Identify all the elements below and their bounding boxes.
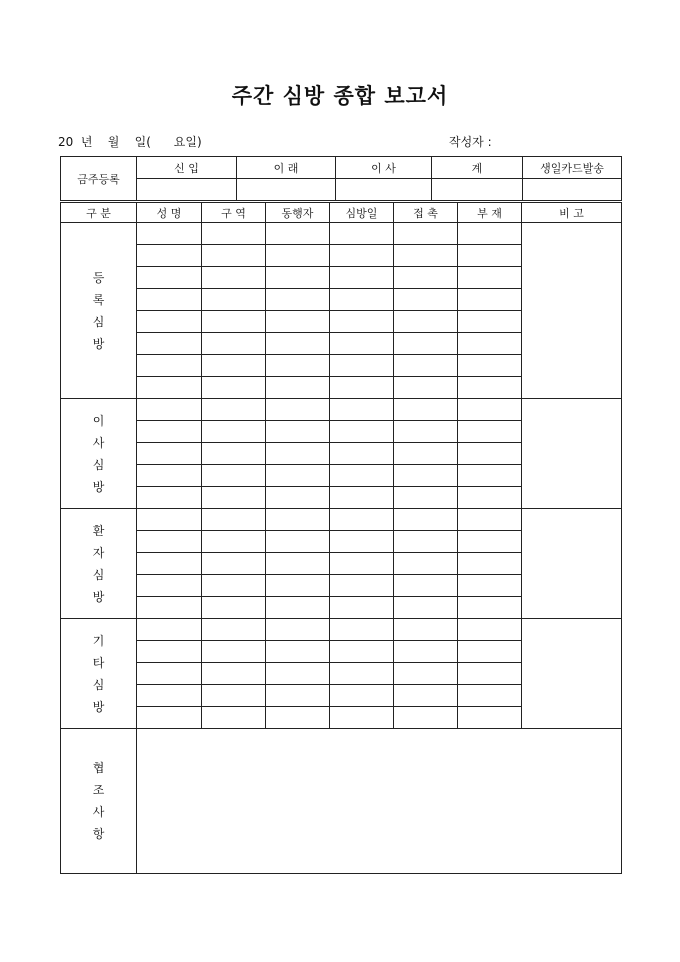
section-label-char: 사 [92, 435, 105, 450]
cell-name[interactable] [137, 487, 202, 509]
cell-visit-date[interactable] [330, 509, 394, 531]
cell-name[interactable] [137, 597, 202, 619]
summary-row-label: 금주등록 [61, 157, 137, 201]
cell-name[interactable] [137, 641, 202, 663]
cell-contact[interactable] [394, 685, 458, 707]
notes-label-char: 조 [92, 783, 105, 797]
cell-contact[interactable] [394, 641, 458, 663]
header-companion: 동행자 [266, 203, 330, 223]
author-label: 작성자 : [449, 135, 492, 149]
cell-visit-date[interactable] [330, 685, 394, 707]
cell-absent[interactable] [458, 399, 522, 421]
cell-district[interactable] [202, 663, 266, 685]
cell-visit-date[interactable] [330, 575, 394, 597]
cell-contact[interactable] [394, 465, 458, 487]
cell-visit-date[interactable] [330, 465, 394, 487]
cell-district[interactable] [202, 575, 266, 597]
section-label-char: 방 [92, 589, 105, 604]
cell-visit-date[interactable] [330, 267, 394, 289]
cell-district[interactable] [202, 267, 266, 289]
summary-cell-moved[interactable] [336, 179, 432, 201]
cell-visit-date[interactable] [330, 333, 394, 355]
cell-companion[interactable] [266, 421, 330, 443]
section-label-char: 심 [92, 314, 105, 329]
cell-name[interactable] [137, 399, 202, 421]
cell-remarks[interactable] [522, 399, 622, 509]
section-label-char: 등 [92, 270, 105, 285]
notes-label-char: 항 [92, 827, 105, 841]
summary-table [60, 156, 622, 201]
cell-name[interactable] [137, 619, 202, 641]
cell-visit-date[interactable] [330, 553, 394, 575]
cell-visit-date[interactable] [330, 663, 394, 685]
cell-companion[interactable] [266, 685, 330, 707]
section-label-char: 방 [92, 699, 105, 714]
cell-district[interactable] [202, 223, 266, 245]
summary-header-total: 계 [432, 157, 523, 179]
cell-companion[interactable] [266, 311, 330, 333]
cell-absent[interactable] [458, 465, 522, 487]
cell-companion[interactable] [266, 619, 330, 641]
summary-header-visitor: 이 래 [237, 157, 336, 179]
cell-name[interactable] [137, 421, 202, 443]
cell-companion[interactable] [266, 663, 330, 685]
cell-companion[interactable] [266, 553, 330, 575]
cell-name[interactable] [137, 245, 202, 267]
cell-companion[interactable] [266, 377, 330, 399]
cell-contact[interactable] [394, 311, 458, 333]
cell-district[interactable] [202, 399, 266, 421]
cell-contact[interactable] [394, 245, 458, 267]
cell-contact[interactable] [394, 443, 458, 465]
cell-visit-date[interactable] [330, 443, 394, 465]
cell-name[interactable] [137, 531, 202, 553]
cell-absent[interactable] [458, 597, 522, 619]
section-label-char: 환 [92, 523, 105, 538]
table-row [61, 509, 622, 531]
cell-visit-date[interactable] [330, 223, 394, 245]
cell-name[interactable] [137, 223, 202, 245]
cell-companion[interactable] [266, 707, 330, 729]
summary-header-new: 신 입 [137, 157, 237, 179]
cell-district[interactable] [202, 333, 266, 355]
notes-row [61, 729, 622, 874]
cell-companion[interactable] [266, 487, 330, 509]
cell-name[interactable] [137, 355, 202, 377]
summary-header-moved: 이 사 [336, 157, 432, 179]
cell-district[interactable] [202, 685, 266, 707]
cell-companion[interactable] [266, 443, 330, 465]
notes-label-char: 사 [92, 805, 105, 819]
cell-district[interactable] [202, 355, 266, 377]
cell-absent[interactable] [458, 245, 522, 267]
cell-contact[interactable] [394, 509, 458, 531]
cell-visit-date[interactable] [330, 421, 394, 443]
header-contact: 접 촉 [394, 203, 458, 223]
cell-contact[interactable] [394, 619, 458, 641]
cell-companion[interactable] [266, 289, 330, 311]
cell-district[interactable] [202, 245, 266, 267]
cell-contact[interactable] [394, 553, 458, 575]
cell-name[interactable] [137, 663, 202, 685]
cell-companion[interactable] [266, 355, 330, 377]
cell-contact[interactable] [394, 377, 458, 399]
cell-absent[interactable] [458, 685, 522, 707]
cell-visit-date[interactable] [330, 531, 394, 553]
cell-district[interactable] [202, 311, 266, 333]
cell-contact[interactable] [394, 575, 458, 597]
cell-absent[interactable] [458, 267, 522, 289]
cell-absent[interactable] [458, 421, 522, 443]
cell-contact[interactable] [394, 597, 458, 619]
cell-companion[interactable] [266, 509, 330, 531]
cell-district[interactable] [202, 707, 266, 729]
section-label-char: 타 [92, 655, 105, 670]
cell-absent[interactable] [458, 575, 522, 597]
section-label-char: 심 [92, 457, 105, 472]
cell-visit-date[interactable] [330, 487, 394, 509]
cell-contact[interactable] [394, 707, 458, 729]
cell-visit-date[interactable] [330, 619, 394, 641]
cell-visit-date[interactable] [330, 245, 394, 267]
header-visit-date: 심방일 [330, 203, 394, 223]
cell-name[interactable] [137, 311, 202, 333]
cell-contact[interactable] [394, 333, 458, 355]
cell-visit-date[interactable] [330, 311, 394, 333]
cell-name[interactable] [137, 267, 202, 289]
cell-district[interactable] [202, 289, 266, 311]
cell-district[interactable] [202, 465, 266, 487]
summary-cell-total[interactable] [432, 179, 523, 201]
cell-visit-date[interactable] [330, 377, 394, 399]
cell-visit-date[interactable] [330, 641, 394, 663]
section-label-char: 방 [92, 336, 105, 351]
cell-contact[interactable] [394, 421, 458, 443]
cell-district[interactable] [202, 531, 266, 553]
section-label-char: 방 [92, 479, 105, 494]
cell-companion[interactable] [266, 465, 330, 487]
cell-district[interactable] [202, 641, 266, 663]
summary-cell-birthday-card[interactable] [523, 179, 622, 201]
cell-district[interactable] [202, 487, 266, 509]
cell-district[interactable] [202, 597, 266, 619]
section-label [61, 619, 137, 729]
table-row [61, 223, 622, 245]
cell-name[interactable] [137, 289, 202, 311]
cell-contact[interactable] [394, 289, 458, 311]
table-row [61, 619, 622, 641]
cell-visit-date[interactable] [330, 289, 394, 311]
section-label-char: 록 [92, 292, 105, 307]
cell-companion[interactable] [266, 267, 330, 289]
notes-area[interactable] [137, 729, 622, 874]
cell-companion[interactable] [266, 641, 330, 663]
cell-name[interactable] [137, 443, 202, 465]
header-absent: 부 재 [458, 203, 522, 223]
notes-label [61, 729, 137, 874]
table-row [61, 399, 622, 421]
cell-name[interactable] [137, 707, 202, 729]
cell-district[interactable] [202, 443, 266, 465]
cell-contact[interactable] [394, 355, 458, 377]
section-label-char: 심 [92, 567, 105, 582]
notes-label-char: 협 [92, 761, 105, 775]
summary-header-birthday-card: 생일카드발송 [523, 157, 622, 179]
cell-absent[interactable] [458, 707, 522, 729]
summary-cell-new[interactable] [137, 179, 237, 201]
section-label-char: 이 [92, 413, 105, 428]
cell-district[interactable] [202, 553, 266, 575]
summary-cell-visitor[interactable] [237, 179, 336, 201]
cell-absent[interactable] [458, 223, 522, 245]
cell-absent[interactable] [458, 333, 522, 355]
cell-name[interactable] [137, 685, 202, 707]
cell-visit-date[interactable] [330, 707, 394, 729]
cell-absent[interactable] [458, 619, 522, 641]
cell-contact[interactable] [394, 399, 458, 421]
cell-district[interactable] [202, 619, 266, 641]
cell-remarks[interactable] [522, 509, 622, 619]
cell-name[interactable] [137, 509, 202, 531]
section-label [61, 223, 137, 399]
cell-absent[interactable] [458, 553, 522, 575]
cell-district[interactable] [202, 421, 266, 443]
cell-visit-date[interactable] [330, 597, 394, 619]
section-label-char: 기 [92, 633, 105, 648]
cell-companion[interactable] [266, 597, 330, 619]
header-name: 성 명 [137, 203, 202, 223]
cell-contact[interactable] [394, 487, 458, 509]
cell-companion[interactable] [266, 531, 330, 553]
cell-district[interactable] [202, 377, 266, 399]
cell-companion[interactable] [266, 333, 330, 355]
cell-absent[interactable] [458, 487, 522, 509]
cell-absent[interactable] [458, 355, 522, 377]
cell-companion[interactable] [266, 223, 330, 245]
cell-companion[interactable] [266, 575, 330, 597]
cell-absent[interactable] [458, 289, 522, 311]
cell-absent[interactable] [458, 311, 522, 333]
cell-absent[interactable] [458, 509, 522, 531]
section-label-char: 심 [92, 677, 105, 692]
cell-name[interactable] [137, 575, 202, 597]
cell-companion[interactable] [266, 399, 330, 421]
cell-visit-date[interactable] [330, 355, 394, 377]
cell-contact[interactable] [394, 663, 458, 685]
header-category: 구 분 [61, 203, 137, 223]
cell-contact[interactable] [394, 223, 458, 245]
cell-absent[interactable] [458, 443, 522, 465]
visit-table [60, 202, 622, 874]
cell-absent[interactable] [458, 663, 522, 685]
cell-name[interactable] [137, 553, 202, 575]
cell-contact[interactable] [394, 267, 458, 289]
report-title: 주간 심방 종합 보고서 [231, 83, 449, 108]
cell-absent[interactable] [458, 377, 522, 399]
date-line: 20 년 월 일( 요일) [58, 135, 202, 149]
cell-absent[interactable] [458, 531, 522, 553]
header-remarks: 비 고 [522, 203, 622, 223]
cell-name[interactable] [137, 377, 202, 399]
cell-name[interactable] [137, 333, 202, 355]
cell-contact[interactable] [394, 531, 458, 553]
cell-remarks[interactable] [522, 223, 622, 399]
section-label-char: 자 [92, 545, 105, 560]
cell-district[interactable] [202, 509, 266, 531]
section-label [61, 399, 137, 509]
cell-name[interactable] [137, 465, 202, 487]
section-label [61, 509, 137, 619]
header-district: 구 역 [202, 203, 266, 223]
cell-absent[interactable] [458, 641, 522, 663]
cell-companion[interactable] [266, 245, 330, 267]
cell-visit-date[interactable] [330, 399, 394, 421]
cell-remarks[interactable] [522, 619, 622, 729]
